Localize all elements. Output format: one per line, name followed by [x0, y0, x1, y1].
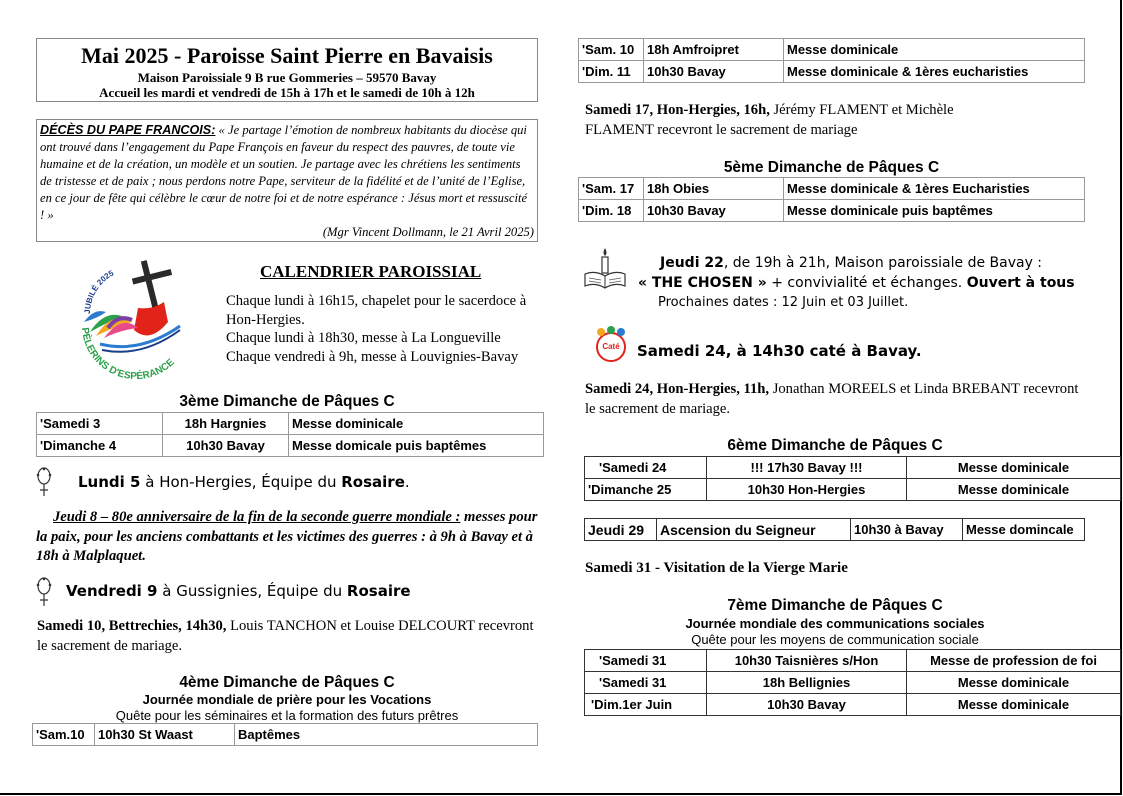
week7-note: Quête pour les moyens de communication sociale [691, 632, 979, 647]
table-cell: 10h30 Bavay [707, 694, 907, 716]
table-cell: 'Samedi 31 [585, 672, 707, 694]
pope-notice [36, 119, 538, 242]
table-cell: 18h Amfroipret [644, 39, 784, 61]
week7-subtitle: Journée mondiale des communications sociales [685, 616, 985, 631]
cate-icon-label: Caté [602, 342, 620, 351]
ascension-table [584, 518, 1085, 541]
ascension-time: 10h30 à Bavay [851, 519, 963, 541]
table-cell: 'Dim. 18 [579, 200, 644, 222]
jeudi22-line1: , de 19h à 21h, Maison paroissiale de Bavay : [723, 255, 1043, 271]
table-row [33, 724, 538, 746]
bulletin-title: Mai 2025 - Paroisse Saint Pierre en Bavaisis [81, 43, 493, 68]
jeudi8-head: Jeudi 8 – 80e anniversaire de la fin de la seconde guerre mondiale : [53, 509, 461, 525]
jeudi22-film: « THE CHOSEN » [638, 275, 767, 291]
week4b-table [578, 38, 1085, 83]
rosary-icon [34, 466, 54, 500]
samedi17-body: Jérémy FLAMENT et Michèle FLAMENT recevront le sacrement de mariage [585, 102, 954, 138]
lundi5-mid: à Hon-Hergies, Équipe du [140, 473, 342, 491]
week7-table [584, 649, 1121, 716]
table-cell: Messe dominicale [907, 479, 1121, 501]
week6-table [584, 456, 1121, 501]
table-cell: Messe dominicale & 1ères eucharisties [784, 61, 1085, 83]
table-cell: Messe dominicale [784, 39, 1085, 61]
calendar-line: Chaque lundi à 18h30, messe à La Longueville [226, 330, 501, 346]
lundi5-line [78, 473, 410, 491]
samedi24-notice [585, 380, 1085, 419]
table-cell: Messe dominicale puis baptêmes [784, 200, 1085, 222]
table-cell: 'Samedi 31 [585, 650, 707, 672]
table-cell: 10h30 Taisnières s/Hon [707, 650, 907, 672]
calendar-line: Chaque lundi à 16h15, chapelet pour le sacerdoce à Hon-Hergies. [226, 293, 527, 328]
table-cell: 'Dim. 11 [579, 61, 644, 83]
week4-subtitle: Journée mondiale de prière pour les Vocations [142, 692, 432, 707]
logo-pelerins-text: PÈLERINS D'ESPÉRANCE [78, 327, 177, 382]
samedi24-head: Samedi 24, Hon-Hergies, 11h, [585, 381, 770, 397]
table-cell: 'Sam. 17 [579, 178, 644, 200]
table-row [585, 479, 1121, 501]
rosary-icon [34, 576, 54, 610]
calendar-line: Chaque vendredi à 9h, messe à Louvignies-Bavay [226, 348, 519, 365]
table-cell: 'Dimanche 4 [37, 435, 163, 457]
table-cell: 10h30 Bavay [644, 61, 784, 83]
table-row [579, 39, 1085, 61]
jubilee-logo [72, 252, 196, 382]
table-row [585, 694, 1121, 716]
week3-table [36, 412, 544, 457]
jeudi22-open: Ouvert à tous [966, 275, 1075, 291]
table-cell: 10h30 Bavay [644, 200, 784, 222]
table-cell: 10h30 Bavay [163, 435, 289, 457]
table-cell: Baptêmes [235, 724, 538, 746]
week4-note: Quête pour les séminaires et la formation des futurs prêtres [115, 708, 459, 723]
vendredi9-line [66, 582, 411, 600]
jeudi8-notice [36, 508, 538, 567]
samedi17-notice [585, 101, 1025, 140]
week7-title: 7ème Dimanche de Pâques C [727, 597, 943, 614]
table-cell: 'Sam.10 [33, 724, 95, 746]
visitation-line: Samedi 31 - Visitation de la Vierge Marie [585, 560, 848, 576]
calendar-list [226, 292, 536, 366]
table-row [585, 650, 1121, 672]
table-row [37, 413, 544, 435]
ascension-type: Messe domincale [963, 519, 1085, 541]
table-row [585, 457, 1121, 479]
table-cell: Messe de profession de foi [907, 650, 1121, 672]
table-cell: 'Samedi 3 [37, 413, 163, 435]
cate-text: Samedi 24, à 14h30 caté à Bavay. [637, 342, 922, 360]
table-row [37, 435, 544, 457]
week3-title: 3ème Dimanche de Pâques C [179, 393, 395, 410]
vendredi9-day: Vendredi 9 [66, 582, 158, 600]
table-cell: !!! 17h30 Bavay !!! [707, 457, 907, 479]
table-cell: 10h30 Hon-Hergies [707, 479, 907, 501]
pope-notice-label: DÉCÈS DU PAPE FRANCOIS: [40, 123, 216, 137]
table-cell: Messe dominicale [907, 694, 1121, 716]
week4-title: 4ème Dimanche de Pâques C [179, 674, 395, 691]
week6-title: 6ème Dimanche de Pâques C [727, 437, 943, 454]
cate-icon [592, 326, 630, 364]
jeudi22-line2: + convivialité et échanges. [766, 275, 967, 291]
lundi5-end: Rosaire [341, 473, 405, 491]
samedi17-head: Samedi 17, Hon-Hergies, 16h, [585, 102, 770, 118]
vendredi9-mid: à Gussignies, Équipe du [157, 582, 347, 600]
jeudi8-body: messes pour la paix, pour les anciens combattants et les victimes des guerres : à 9h à Bavay et à 18h à Malplaquet. [36, 509, 538, 564]
table-cell: 'Sam. 10 [579, 39, 644, 61]
vendredi9-end: Rosaire [346, 582, 411, 600]
week4-table [32, 723, 538, 746]
table-cell: 18h Hargnies [163, 413, 289, 435]
table-cell: Messe dominicale [907, 457, 1121, 479]
bulletin-hours: Accueil les mardi et vendredi de 15h à 17h et le samedi de 10h à 12h [99, 85, 475, 100]
table-row [585, 519, 1085, 541]
samedi10-head: Samedi 10, Bettrechies, 14h30, [37, 618, 227, 634]
pope-notice-text: « Je partage l’émotion de nombreux habitants du diocèse qui ont trouvé dans l’engagement du Pape François en faveur du respect des pauvres, de toute vie humaine et de la création, un modèle et un soutien. Je partage avec les chrétiens les sentiments de tristesse et de paix ; nous perdons notre Pape, serviteur de la fidélité et de l’unité de l’Eglise, en ce jour de fête qui célèbre le cœur de notre foi et de notre espérance : Jésus mort et ressuscité ! » [40, 123, 528, 222]
ascension-day: Jeudi 29 [585, 519, 657, 541]
jeudi22-day: Jeudi 22 [660, 255, 724, 271]
lundi5-dot: . [404, 473, 410, 491]
bulletin-header [36, 38, 538, 102]
pope-notice-signature: (Mgr Vincent Dollmann, le 21 Avril 2025) [322, 225, 534, 239]
table-cell: 'Dim.1er Juin [585, 694, 707, 716]
table-row [579, 61, 1085, 83]
ascension-name: Ascension du Seigneur [657, 519, 851, 541]
table-row [579, 178, 1085, 200]
lundi5-day: Lundi 5 [78, 473, 141, 491]
table-cell: 'Dimanche 25 [585, 479, 707, 501]
week5-table [578, 177, 1085, 222]
table-row [579, 200, 1085, 222]
calendar-title: CALENDRIER PAROISSIAL [260, 262, 482, 281]
table-row [585, 672, 1121, 694]
samedi24-body: Jonathan MOREELS et Linda BREBANT recevront le sacrement de mariage. [585, 381, 1079, 417]
table-cell: Messe domicale puis baptêmes [289, 435, 544, 457]
logo-jubile-text: JUBILÉ 2025 [82, 268, 116, 315]
table-cell: 'Samedi 24 [585, 457, 707, 479]
samedi10-notice [37, 617, 537, 656]
jeudi22-notice [638, 253, 1088, 313]
bulletin-address: Maison Paroissiale 9 B rue Gommeries – 59570 Bavay [137, 70, 437, 85]
table-cell: Messe dominicale [289, 413, 544, 435]
table-cell: 18h Bellignies [707, 672, 907, 694]
svg-text:JUBILÉ 2025 [83, 268, 116, 314]
jeudi22-next: Prochaines dates : 12 Juin et 03 Juillet. [658, 295, 909, 310]
week5-title: 5ème Dimanche de Pâques C [723, 159, 940, 176]
table-cell: Messe dominicale [907, 672, 1121, 694]
table-cell: Messe dominicale & 1ères Eucharisties [784, 178, 1085, 200]
table-cell: 10h30 St Waast [95, 724, 235, 746]
samedi10-body: Louis TANCHON et Louise DELCOURT recevront le sacrement de mariage. [37, 618, 534, 654]
candle-book-icon [583, 244, 629, 292]
table-cell: 18h Obies [644, 178, 784, 200]
